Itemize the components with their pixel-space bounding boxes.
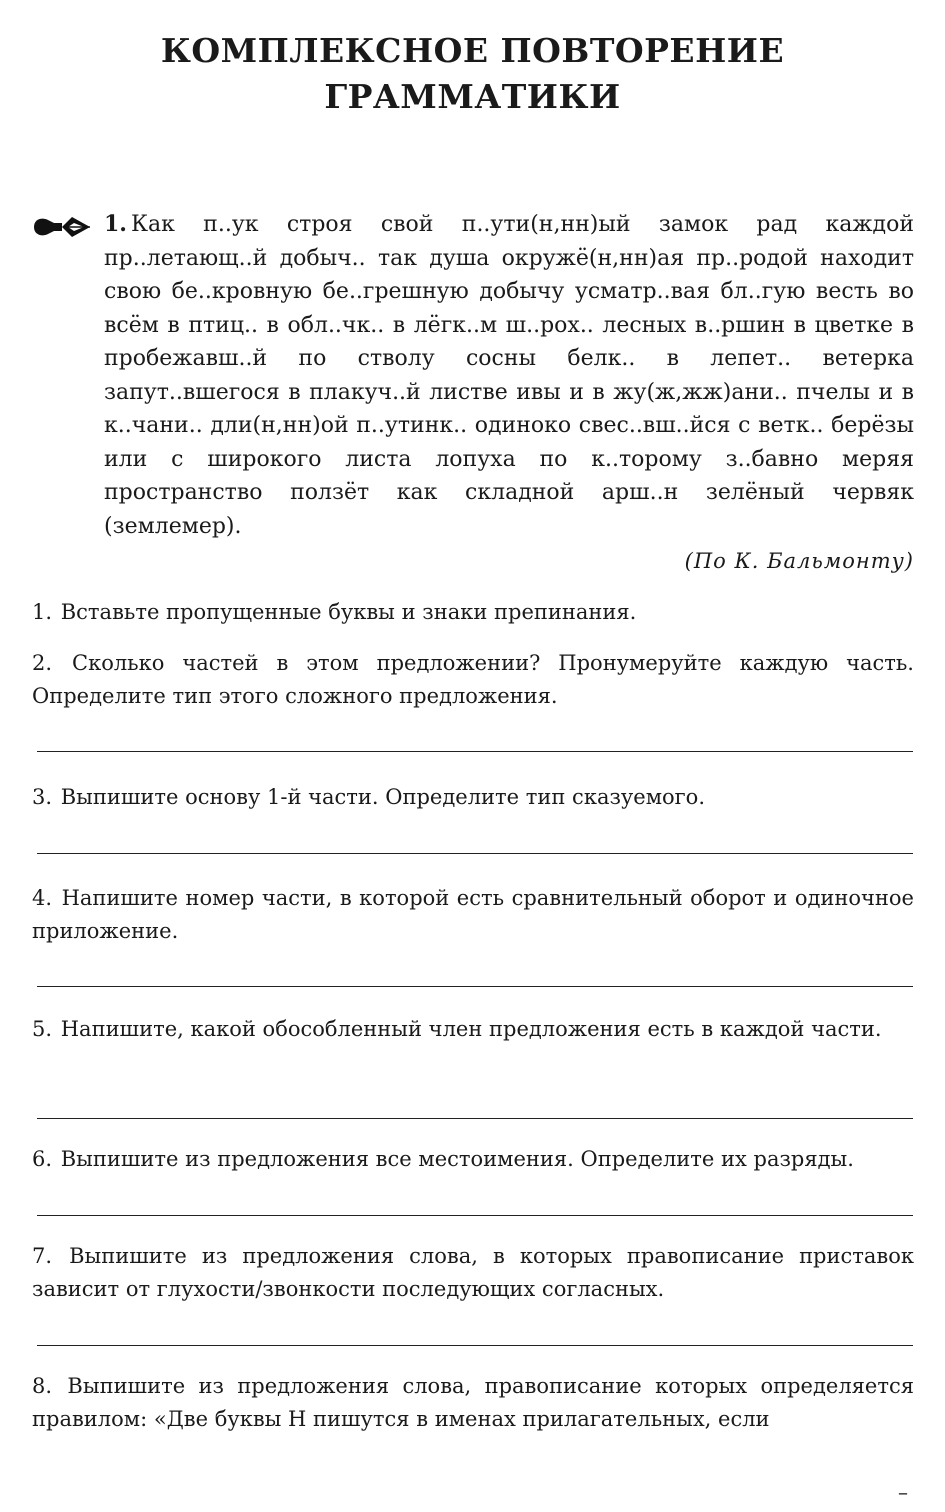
exercise-body: Как п..ук строя свой п..ути(н,нн)ый замок рад каждой пр..летающ..й добыч.. так душа окружё(н,нн)ая пр..родой находит свою бе..кровную бе..грешную добычу усматр..вая бл..гую весть во всём в птиц.. в обл..чк.. в лёгк..м ш..рох.. лесных в..ршин в цветке в пробежавш..й по стволу сосны белк.. в лепет.. ветерка запут..вшегося в плакуч..й листве ивы и в жу(ж,жж)ани.. пчелы и в к..чани.. дли(н,нн)ой п..утинк.. одиноко свес..вш..йся с ветк.. берёзы или с широкого листа лопуха по к..торому з..бавно меряя пространство ползёт как складной арш..н зелёный червяк (землемер). [104, 212, 914, 539]
question-number: 7. [32, 1244, 53, 1268]
question-number: 5. [32, 1017, 53, 1041]
question-2 [32, 647, 914, 713]
answer-line-4[interactable] [37, 986, 913, 987]
question-number: 4. [32, 886, 53, 910]
question-5 [32, 1013, 914, 1046]
exercise-number: 1. [104, 211, 127, 237]
page-title [0, 28, 945, 120]
page-title-line-2: ГРАММАТИКИ [324, 77, 621, 116]
question-text: Напишите, какой обособленный член предложения есть в каждой части. [60, 1017, 882, 1041]
answer-line-6[interactable] [37, 1215, 913, 1216]
question-3 [32, 781, 914, 814]
exercise-text [104, 208, 914, 543]
exercise-block [32, 208, 914, 578]
question-text: Сколько частей в этом предложении? Пронумеруйте каждую часть. Определите тип этого сложного предложения. [32, 651, 914, 708]
question-number: 8. [32, 1374, 53, 1398]
answer-line-3[interactable] [37, 853, 913, 854]
question-1 [32, 596, 914, 629]
question-4 [32, 882, 914, 948]
question-text: Выпишите из предложения слова, правописание которых определяется правилом: «Две буквы Н пишутся в именах прилагательных, если [32, 1374, 914, 1431]
page-title-line-1: КОМПЛЕКСНОЕ ПОВТОРЕНИЕ [160, 31, 785, 70]
question-number: 1. [32, 600, 53, 624]
answer-line-2[interactable] [37, 751, 913, 752]
question-text: Вставьте пропущенные буквы и знаки препинания. [60, 600, 637, 624]
question-number: 3. [32, 785, 53, 809]
question-number: 2. [32, 651, 53, 675]
question-8 [32, 1370, 914, 1436]
question-6 [32, 1143, 914, 1176]
question-text: Выпишите из предложения все местоимения. Определите их разряды. [60, 1147, 854, 1171]
answer-line-5[interactable] [37, 1118, 913, 1119]
question-text: Напишите номер части, в которой есть сравнительный оборот и одиночное приложение. [32, 886, 914, 943]
question-text: Выпишите основу 1-й части. Определите тип сказуемого. [60, 785, 705, 809]
question-7 [32, 1240, 914, 1306]
pen-nib-icon [32, 214, 94, 240]
question-number: 6. [32, 1147, 53, 1171]
answer-line-7[interactable] [37, 1345, 913, 1346]
exercise-source: (По К. Бальмонту) [684, 549, 914, 573]
page-footer-mark: – [898, 1480, 908, 1504]
question-text: Выпишите из предложения слова, в которых правописание приставок зависит от глухости/звонкости последующих согласных. [32, 1244, 914, 1301]
